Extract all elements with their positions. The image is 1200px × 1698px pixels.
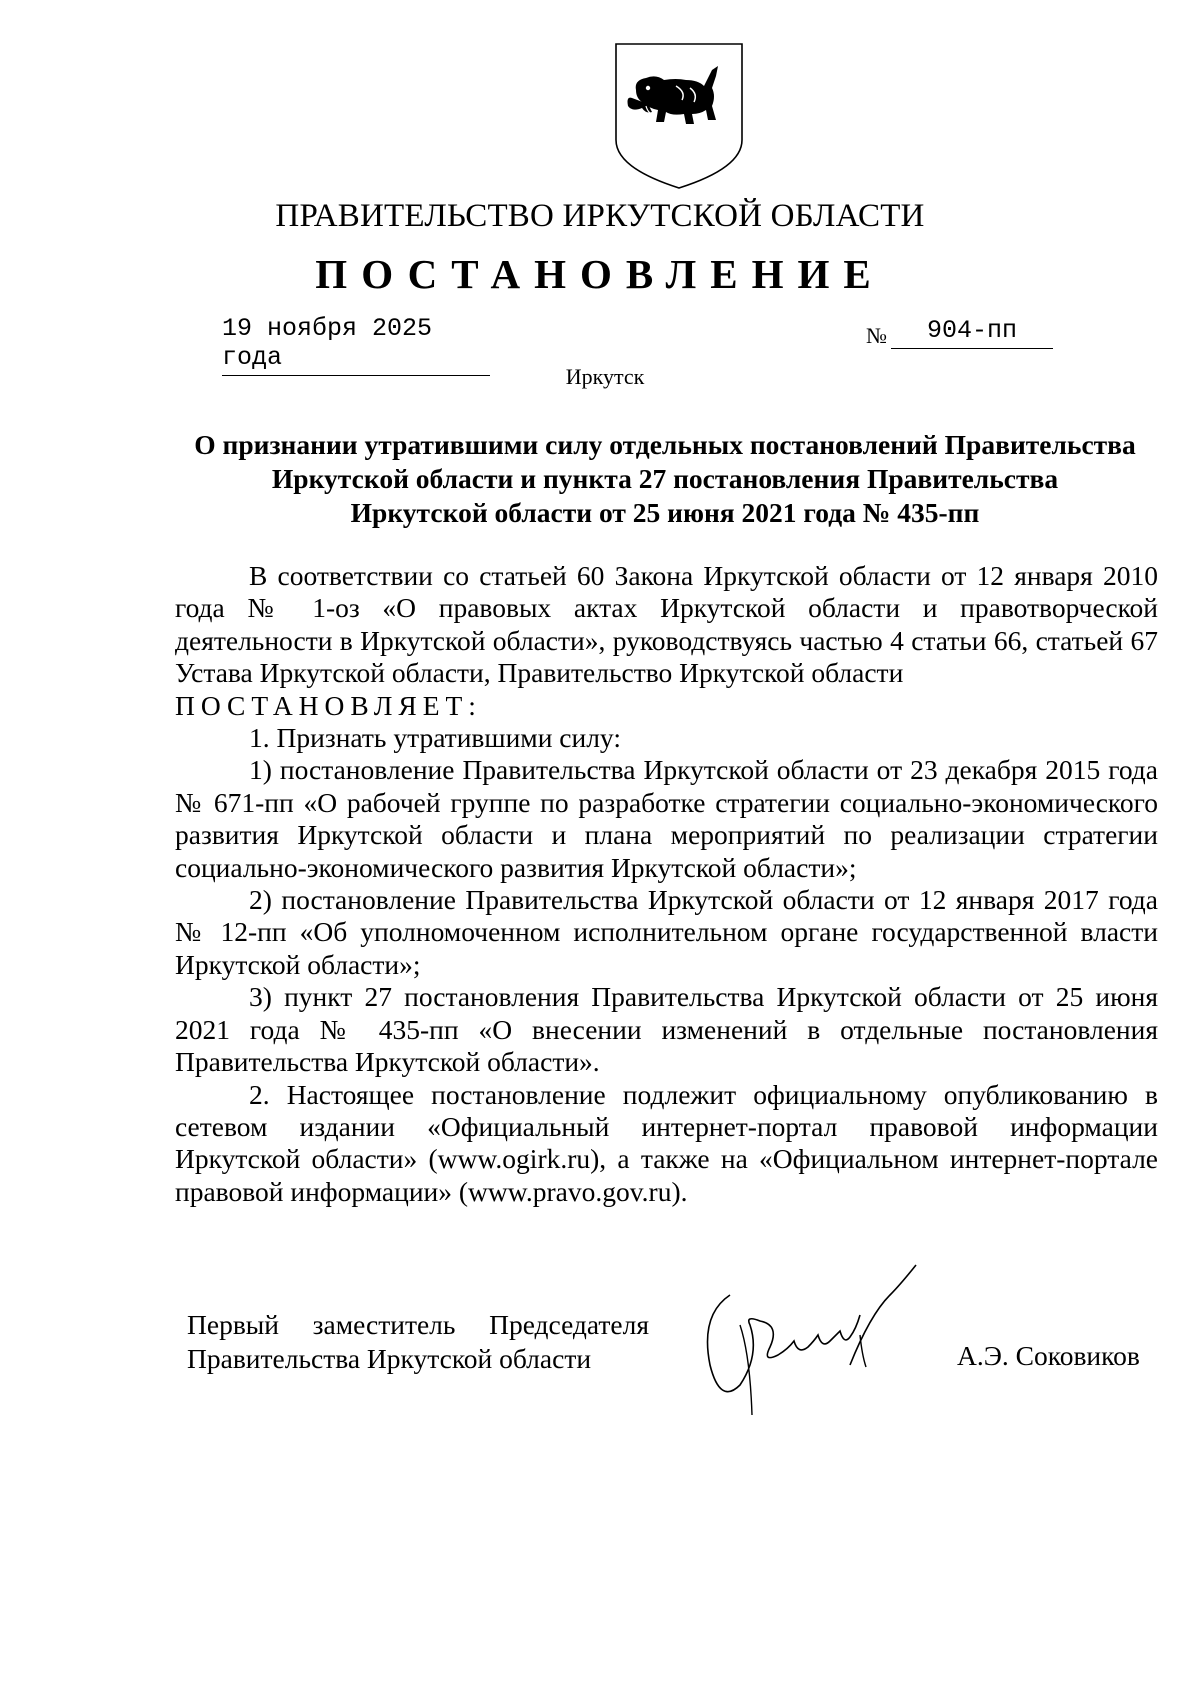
item-1-3: 3) пункт 27 постановления Правительства Иркутской области от 25 июня 2021 года № 435-пп «О внесении изменений в отдельные постановления Правительства Иркутской области». [175, 981, 1158, 1078]
resolves-heading: ПОСТАНОВЛЯЕТ: [175, 689, 482, 721]
government-name: ПРАВИТЕЛЬСТВО ИРКУТСКОЙ ОБЛАСТИ [275, 198, 925, 234]
coat-of-arms-icon [612, 40, 746, 192]
title-line: О признании утратившими силу отдельных постановлений Правительства [194, 429, 1136, 460]
document-date: 19 ноября 2025 года [222, 314, 490, 376]
item-1-1: 1) постановление Правительства Иркутской области от 23 декабря 2015 года № 671-пп «О рабочей группе по разработке стратегии социально-экономического развития Иркутской области и плана мероприятий по реализации стратегии социально-экономического развития Иркутской области»; [175, 754, 1158, 883]
item-2: 2. Настоящее постановление подлежит официальному опубликованию в сетевом издании «Официальный интернет-портал правовой информации Иркутской области» (www.ogirk.ru), а также на «Официальном интернет-портале правовой информации» (www.pravo.gov.ru). [175, 1078, 1158, 1207]
title-line: Иркутской области и пункта 27 постановления Правительства [271, 463, 1059, 494]
document-type: ПОСТАНОВЛЕНИЕ [315, 251, 885, 297]
preamble-paragraph: В соответствии со статьей 60 Закона Иркутской области от 12 января 2010 года № 1-оз «О правовых актах Иркутской области и правотворческой деятельности в Иркутской области», руководствуясь частью 4 статьи 66, статьей 67 Устава Иркутской области, Правительство Иркутской области [175, 560, 1158, 689]
signatory-position [187, 1308, 649, 1376]
document-title [170, 428, 1160, 530]
document-body [175, 560, 1158, 1208]
signatory-name: А.Э. Соковиков [957, 1340, 1140, 1371]
document-number [866, 316, 1072, 349]
document-city: Иркутск [565, 364, 645, 389]
number-sign: № [866, 323, 887, 348]
number-value: 904-пп [891, 316, 1053, 349]
title-line: Иркутской области от 25 июня 2021 года № 435-пп [350, 497, 980, 528]
item-1: 1. Признать утратившими силу: [249, 722, 621, 754]
item-1-2: 2) постановление Правительства Иркутской области от 12 января 2017 года № 12-пп «Об уполномоченном исполнительном органе государственной власти Иркутской области»; [175, 884, 1158, 980]
position-line: Первый заместитель Председателя [187, 1309, 649, 1340]
handwritten-signature [690, 1255, 980, 1425]
position-line: Правительства Иркутской области [187, 1343, 592, 1374]
